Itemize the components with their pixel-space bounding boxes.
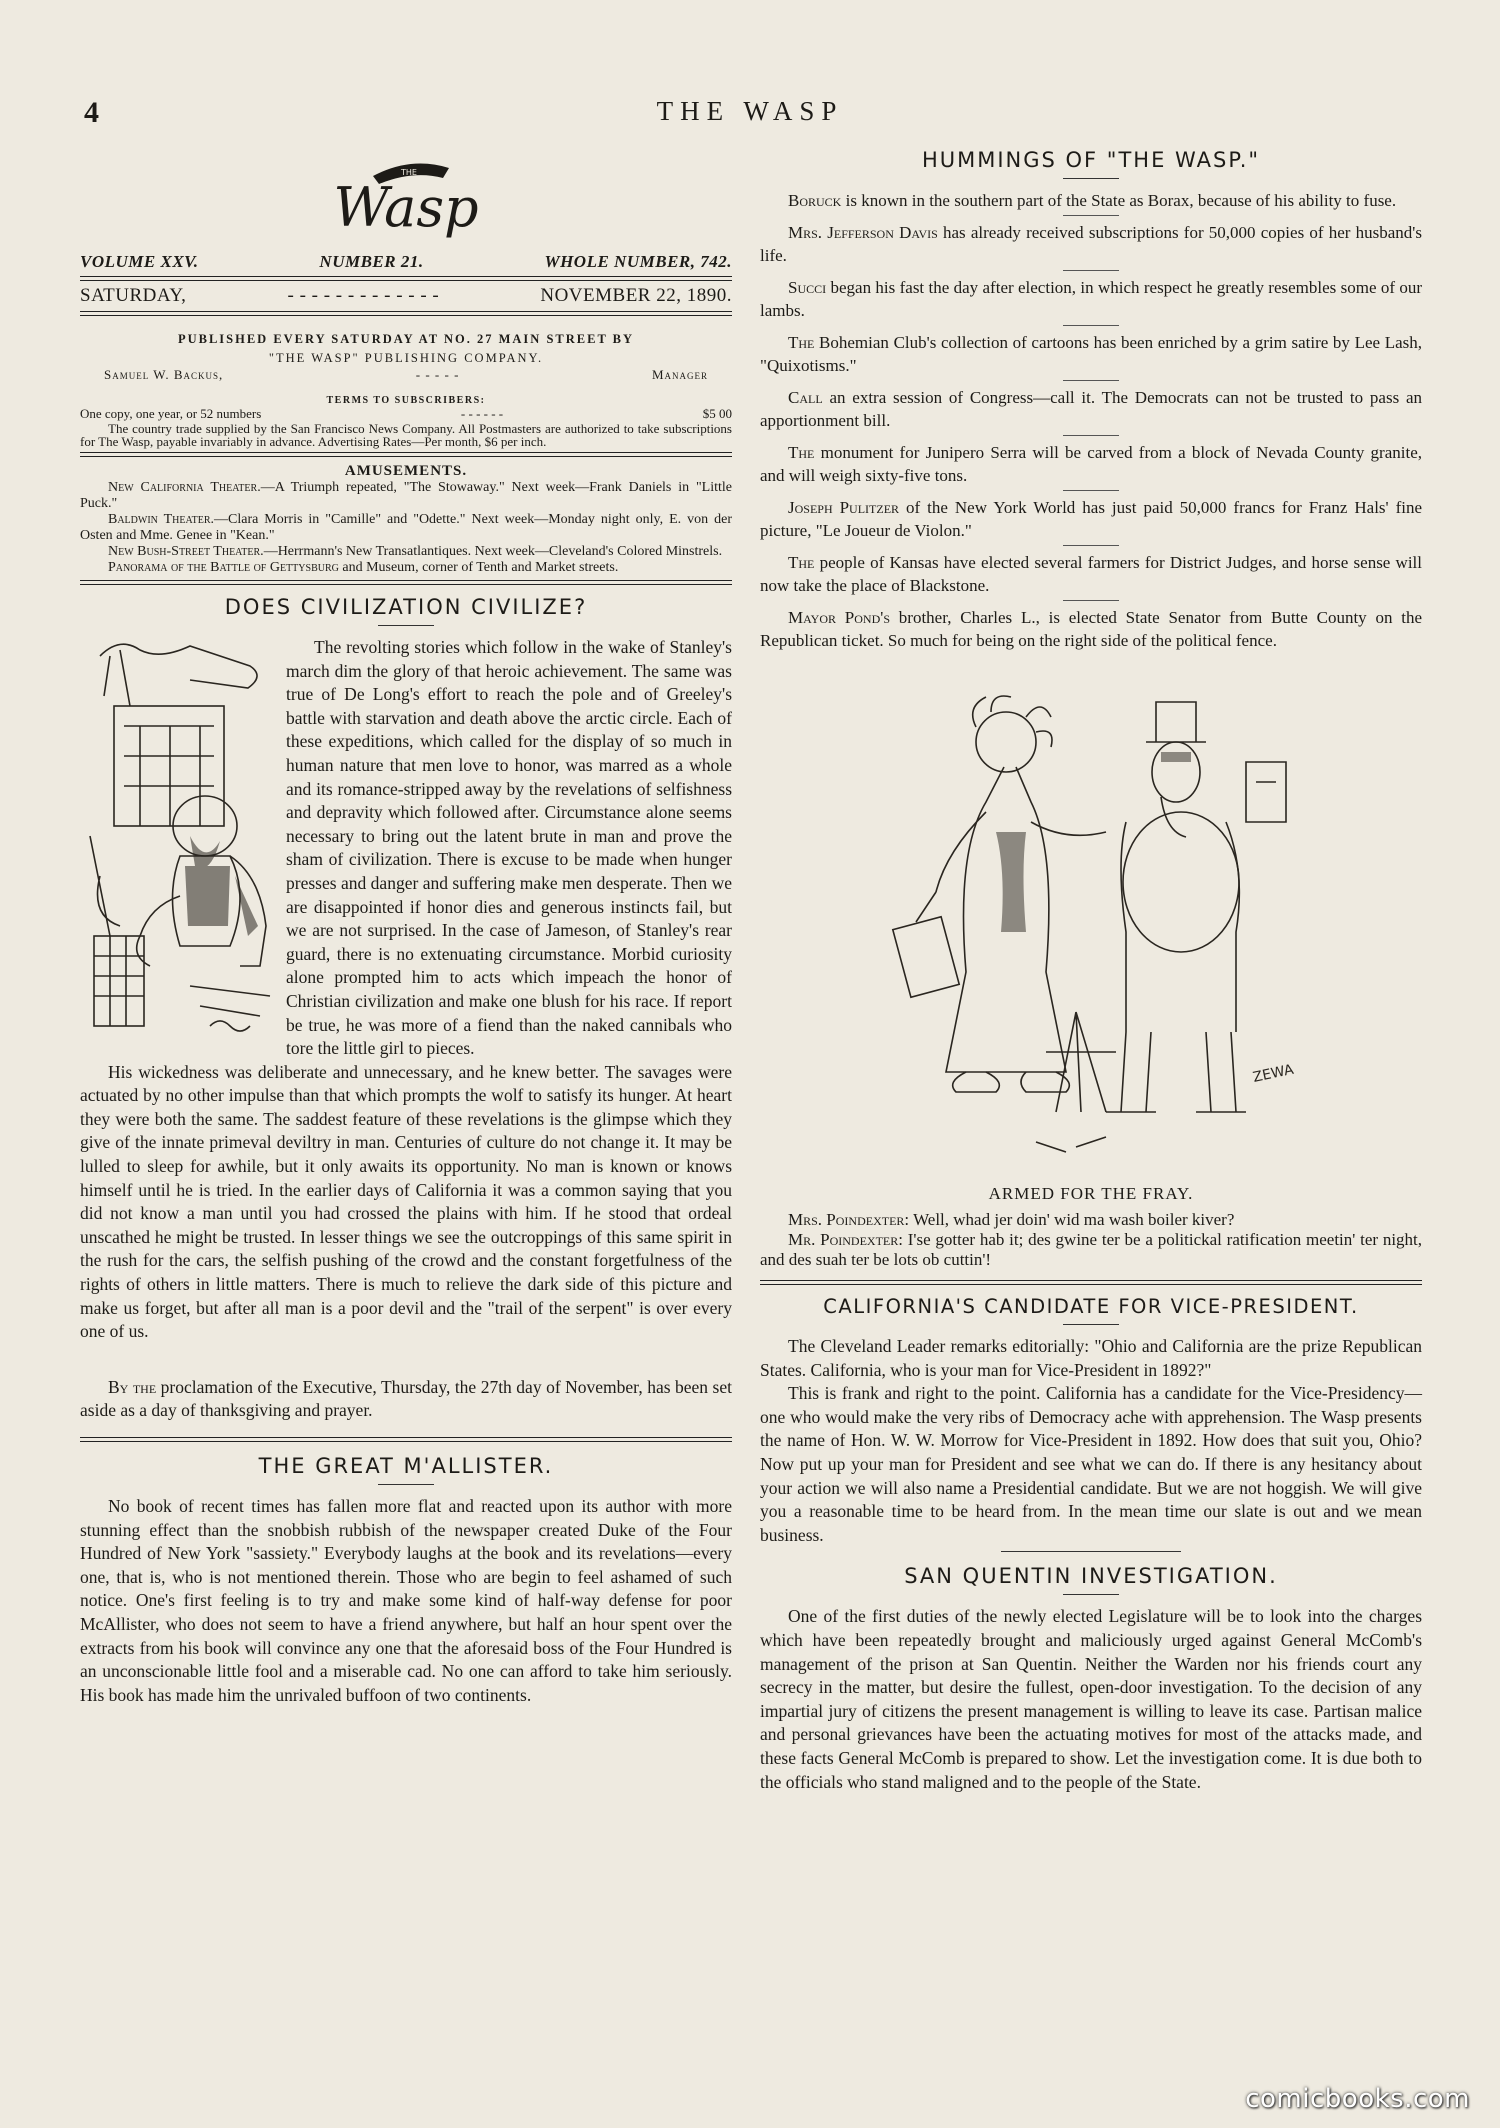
humming-item: Mrs. Jefferson Davis has already received subscriptions for 50,000 copies of her husband's life. [760,223,1422,265]
running-title: THE WASP [656,96,844,126]
vicepresident-heading: CALIFORNIA'S CANDIDATE FOR VICE-PRESIDENT. [823,1295,1359,1318]
svg-text:ZEWA: ZEWA [1251,1061,1296,1086]
humming-item: Succi began his fast the day after election, in which respect he greatly resembles some of our lambs. [760,278,1423,320]
manager-leader: - - - - - [415,367,460,382]
item-separator [1063,380,1119,381]
item-separator [1063,545,1119,546]
civilization-para-1: The revolting stories which follow in the wake of Stanley's march dim the glory of that heroic achievement. The same was true of De Long's effort to reach the pole and of Greeley's battle with starvation and death above the arctic circle. Each of these expeditions, which called for the display of so much in human nature that men love to honor, was marred as a whole and its romance-stripped away by the revelations of selfishness and depravity which followed after. Circumstance alone seems necessary to bring out the latent brute in man and prove the sham of civilization. There is excuse to be made when hunger presses and danger and suffering make men desperate. Then we are disappointed if honor dies and generous instincts fail, but we are not surprised. In the case of Jameson, of Stanley's rear guard, there is no extenuating circumstance. Morbid curiosity alone prompted him to acts which impeach the honor of Christian civilization and make one blush for his race. If report be true, he was more of a fiend than the naked cannibals who tore the little girl to pieces. [286,637,732,1059]
humming-item: Mayor Pond's brother, Charles L., is elected State Senator from Butte County on the Republican ticket. So much for being on the right side of the political fence. [760,608,1422,650]
date-row [80,285,732,307]
mcallister-text: No book of recent times has fallen more flat and reacted upon its author with more stunning effect than the snobbish rubbish of the newspaper created Duke of the Four Hundred of New York "sassiety." Everybody laughs at the book and its revelations—every one, that is, who is not mentioned therein. Those who are begin to feel ashamed of such notice. One's first feeling is to try and make some kind of half-way defense for poor McAllister, who does not seem to have a friend anywhere, but half an hour spent over the extracts from his book will convince any one that the aforesaid boss of the Four Hundred is an unconscionable little fool and a miserable cad. No one can afford to take him seriously. His book has made him the unrivaled buffoon of two continents. [80,1496,732,1705]
date-leader: - - - - - - - - - - - - - [287,285,440,306]
whole-number: WHOLE NUMBER, 742. [544,252,732,271]
short-rule [378,625,434,626]
humming-item: The monument for Junipero Serra will be carved from a block of Nevada County granite, and will weigh sixty-five tons. [760,443,1423,485]
right-column [760,148,1422,1794]
wasp-logo [321,146,491,242]
dialogue-line: Mr. Poindexter: I'se gotter hab it; des gwine ter be a politickal ratification meetin' ter night, and des suah ter be lots ob cuttin'! [760,1230,1423,1269]
civilization-para-2: His wickedness was deliberate and unnecessary, and he knew better. The savages were actuated by no other impulse than that which prompts the wolf to satisfy its hunger. At heart they were both the same. The saddest feature of these revelations is the glimpse which they give of the innate primeval deviltry in man. Centuries of culture do not change it. It may be lulled to sleep for awhile, but it only awaits its opportunity. No man is known or knows himself until he is tried. In the earlier days of California it was a common saying that you did not know a man until you had crossed the plains with him. If he stood that ordeal unscathed he might be trusted. In lesser things we see the outcroppings of this same spirit in the rush for the cars, the selfish pushing of the crowd and the constant forgetfulness of the rights of others in little matters. There is much to relieve the dark side of this picture and make us forget, but after all man is a poor devil and the "trail of the serpent" is over every one of us. [80,1061,732,1342]
sanquentin-text: One of the first duties of the newly elected Legislature will be to look into the charges which have been repeatedly brought and maliciously urged against General McComb's management of the prison at San Quentin. Neither the Warden nor his friends court any secrecy in the matter, but desire the fullest, open-door investigation. To the decision of any impartial jury of citizens the present management is willing to leave its case. Partisan malice and personal grievances have been the actuating motives for most of the attacks made, and these facts General McComb is prepared to show. Let the investigation come. It is due both to the officials who stand maligned and to the people of the State. [760,1606,1422,1792]
manager-row [80,367,732,383]
amusement-item: Panorama of the Battle of Gettysburg and Museum, corner of Tenth and Market streets. [108,560,619,575]
terms-price-label: One copy, one year, or 52 numbers [80,406,262,421]
vicepresident-para-2: This is frank and right to the point. California has a candidate for the Vice-Presidency—one who would make the very ribs of Democracy ache with apprehension. The Wasp presents the name of Hon. W. W. Morrow for Vice-President in 1892. How does that suit you, Ohio? Now put up your man for President and see what we can do. If there is any hesitancy about your action we will also name a Presidential candidate. But we are not hoggish. We will give you a reasonable time to be heard from. In the mean time our slate is out and we mean business. [760,1383,1422,1545]
humming-item: Joseph Pulitzer of the New York World has just paid 50,000 francs for Franz Hals' fine picture, "Le Joueur de Violon." [760,498,1423,540]
illustration-explorer [80,636,276,1056]
item-separator [1063,325,1119,326]
divider [80,1437,732,1442]
terms-leader: - - - - - - [460,406,504,421]
divider [760,1280,1422,1285]
item-separator [1063,435,1119,436]
short-rule [1001,1551,1181,1552]
terms-text: The country trade supplied by the San Francisco News Company. All Postmasters are authorized to take subscriptions for The Wasp, payable invariably in advance. Advertising Rates—Per month, $6 per inch. [80,421,732,449]
issue-date: NOVEMBER 22, 1890. [540,285,732,306]
divider [80,452,732,457]
divider [80,580,732,585]
short-rule [1063,1594,1119,1595]
terms-price-row [80,406,732,422]
manager-name: Samuel W. Backus, [104,367,224,382]
number: NUMBER 21. [319,252,424,271]
day: SATURDAY, [80,285,187,306]
amusements-heading: AMUSEMENTS. [344,463,468,479]
cartoon-caption: ARMED FOR THE FRAY. [988,1184,1194,1203]
cartoon-armed-for-the-fray [876,672,1306,1172]
amusement-item: Baldwin Theater.—Clara Morris in "Camille" and "Odette." Next week—Monday night only, E. von der Osten and Mme. Genee in "Kean." [80,512,732,543]
item-separator [1063,270,1119,271]
publisher-line: PUBLISHED EVERY SATURDAY AT NO. 27 MAIN STREET BY [177,332,635,346]
left-column [80,140,732,1707]
item-separator [1063,490,1119,491]
publisher-company: "THE WASP" PUBLISHING COMPANY. [268,351,544,365]
short-rule [378,1484,434,1485]
svg-text:Wasp: Wasp [333,176,479,239]
volume: VOLUME XXV. [80,252,199,271]
manager-title: Manager [651,367,708,382]
dialogue-line: Mrs. Poindexter: Well, whad jer doin' wid ma wash boiler kiver? [788,1210,1235,1229]
watermark: comicbooks.com [1245,2084,1470,2114]
page-number: 4 [84,96,99,129]
humming-item: The people of Kansas have elected several farmers for District Judges, and horse sense will now take the place of Blackstone. [760,553,1422,595]
divider [80,311,732,316]
amusement-item: New Bush-Street Theater.—Herrmann's New Transatlantiques. Next week—Cleveland's Colored Minstrels. [108,544,723,559]
terms-heading: TERMS TO SUBSCRIBERS: [326,395,486,406]
humming-item: Boruck is known in the southern part of the State as Borax, because of his ability to fuse. [788,191,1397,210]
volume-row [80,252,732,272]
humming-item: The Bohemian Club's collection of cartoons has been enriched by a grim satire by Lee Lash, "Quixotisms." [760,333,1422,375]
sanquentin-heading: SAN QUENTIN INVESTIGATION. [904,1564,1278,1589]
short-rule [1063,1324,1119,1325]
vicepresident-para-1: The Cleveland Leader remarks editorially: "Ohio and California are the prize Republican States. California, who is your man for Vice-President in 1892?" [760,1336,1422,1380]
item-separator [1063,215,1119,216]
civilization-heading: DOES CIVILIZATION CIVILIZE? [224,595,588,619]
short-rule [1063,178,1119,179]
item-separator [1063,600,1119,601]
amusement-item: New California Theater.—A Triumph repeated, "The Stowaway." Next week—Frank Daniels in "Little Puck." [80,480,732,511]
hummings-heading: HUMMINGS OF "THE WASP." [921,148,1261,172]
mcallister-heading: THE GREAT M'ALLISTER. [258,1454,554,1478]
terms-price: $5 00 [702,406,732,421]
svg-text:THE: THE [401,168,417,177]
humming-item: Call an extra session of Congress—call it. The Democrats can not be trusted to pass an apportionment bill. [760,388,1422,430]
thanksgiving-note: By the proclamation of the Executive, Thursday, the 27th day of November, has been set aside as a day of thanksgiving and prayer. [80,1376,732,1421]
divider [80,276,732,281]
